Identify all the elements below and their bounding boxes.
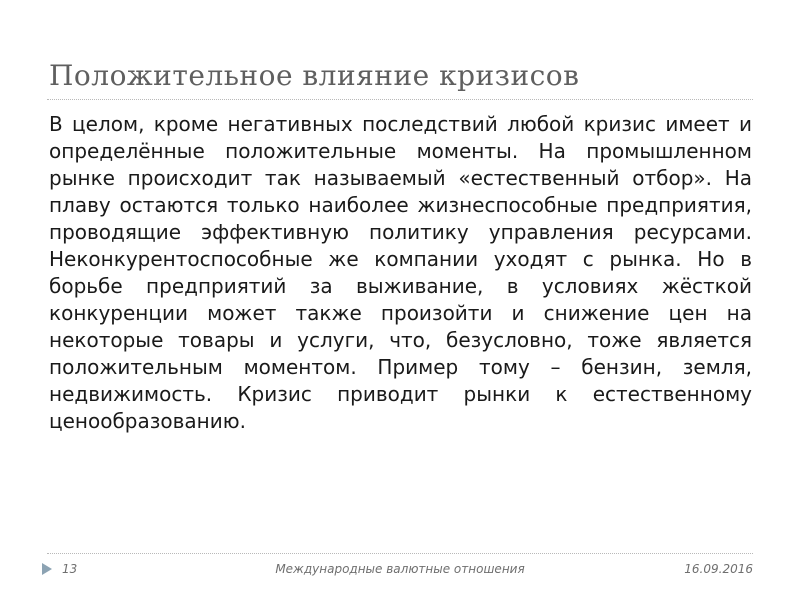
triangle-right-icon	[41, 562, 53, 579]
title-divider	[47, 99, 753, 100]
footer-divider	[47, 553, 753, 554]
footer-date: 16.09.2016	[684, 562, 753, 576]
slide-footer	[0, 560, 800, 580]
slide-body-text: В целом, кроме негативных последствий любой кризис имеет и определённые положительные моменты. На промышленном рынке происходит так называемый «естественный отбор». На плаву остаются только наиболее жизнеспособные предприятия, проводящие эффективную политику управления ресурсами. Неконкурентоспособные же компании уходят с рынка. Но в борьбе предприятий за выживание, в условиях жёсткой конкуренции может также произойти и снижение цен на некоторые товары и услуги, что, безусловно, тоже является положительным моментом. Пример тому – бензин, земля, недвижимость. Кризис приводит рынки к естественному ценообразованию.	[49, 112, 752, 433]
slide-title: Положительное влияние кризисов	[49, 59, 580, 92]
slide-number: 13	[62, 562, 78, 576]
footer-course-title: Международные валютные отношения	[275, 562, 525, 576]
